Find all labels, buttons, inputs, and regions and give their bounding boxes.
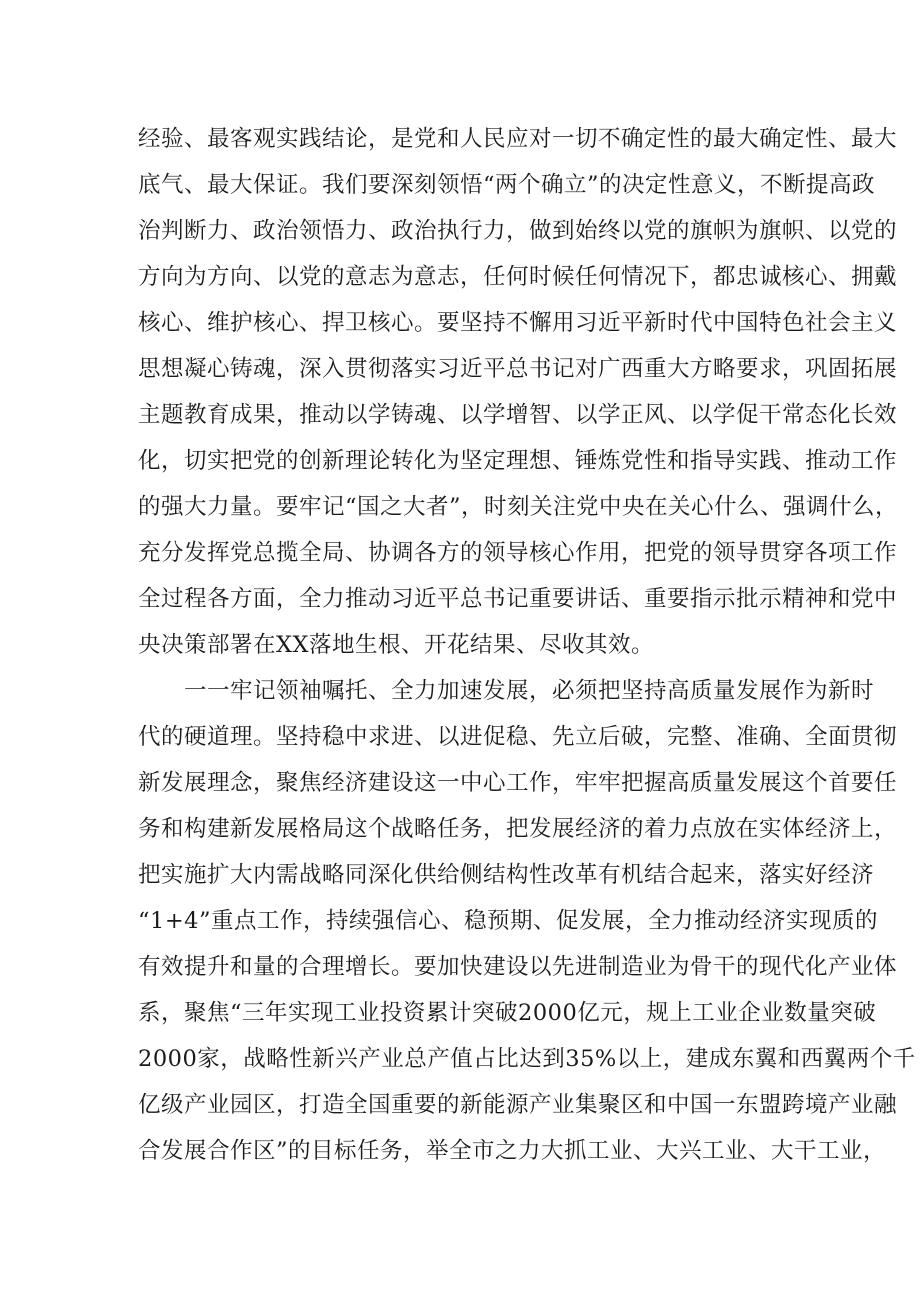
text-line: 主题教育成果，推动以学铸魂、以学增智、以学正风、以学促干常态化长效 (138, 402, 898, 428)
text-line: “1+4”重点工作，持续强信心、稳预期、促发展，全力推动经济实现质的 (138, 908, 878, 934)
text-line: 经验、最客观实践结论，是党和人民应对一切不确定性的最大确定性、最大 (138, 126, 898, 152)
text-line: 治判断力、政治领悟力、政治执行力，做到始终以党的旗帜为旗帜、以党的 (138, 218, 898, 244)
text-line: 核心、维护核心、捍卫核心。要坚持不懈用习近平新时代中国特色社会主义 (138, 310, 898, 336)
text-line: 的强大力量。要牢记“国之大者”，时刻关注党中央在关心什么、强调什么， (138, 494, 899, 520)
text-line: 把实施扩大内需战略同深化供给侧结构性改革有机结合起来，落实好经济 (138, 862, 875, 888)
text-line: 合发展合作区”的目标任务，举全市之力大抓工业、大兴工业、大干工业， (138, 1138, 887, 1164)
text-line: 系，聚焦“三年实现工业投资累计突破2000亿元，规上工业企业数量突破 (138, 1000, 877, 1026)
text-line: 2000家，战略性新兴产业总产值占比达到35%以上，建成东翼和西翼两个千 (138, 1046, 916, 1072)
text-line: 全过程各方面，全力推动习近平总书记重要讲话、重要指示批示精神和党中 (138, 586, 898, 612)
paragraph-end-line: 央决策部署在XX落地生根、开花结果、尽收其效。 (138, 632, 655, 658)
text-line: 有效提升和量的合理增长。要加快建设以先进制造业为骨干的现代化产业体 (138, 954, 898, 980)
text-line: 充分发挥党总揽全局、协调各方的领导核心作用，把党的领导贯穿各项工作 (138, 540, 898, 566)
paragraph-first-line: 一一牢记领袖嘱托、全力加速发展，必须把坚持高质量发展作为新时 (184, 678, 875, 704)
text-line: 底气、最大保证。我们要深刻领悟“两个确立”的决定性意义，不断提高政 (138, 172, 876, 198)
text-line: 化，切实把党的创新理论转化为坚定理想、锤炼党性和指导实践、推动工作 (138, 448, 898, 474)
text-line: 新发展理念，聚焦经济建设这一中心工作，牢牢把握高质量发展这个首要任 (138, 770, 898, 796)
text-line: 亿级产业园区，打造全国重要的新能源产业集聚区和中国一东盟跨境产业融 (138, 1092, 898, 1118)
text-line: 务和构建新发展格局这个战略任务，把发展经济的着力点放在实体经济上， (138, 816, 898, 842)
text-line: 思想凝心铸魂，深入贯彻落实习近平总书记对广西重大方略要求，巩固拓展 (138, 356, 898, 382)
text-line: 方向为方向、以党的意志为意志，任何时候任何情况下，都忠诚核心、拥戴 (138, 264, 898, 290)
text-line: 代的硬道理。坚持稳中求进、以进促稳、先立后破，完整、准确、全面贯彻 (138, 724, 898, 750)
